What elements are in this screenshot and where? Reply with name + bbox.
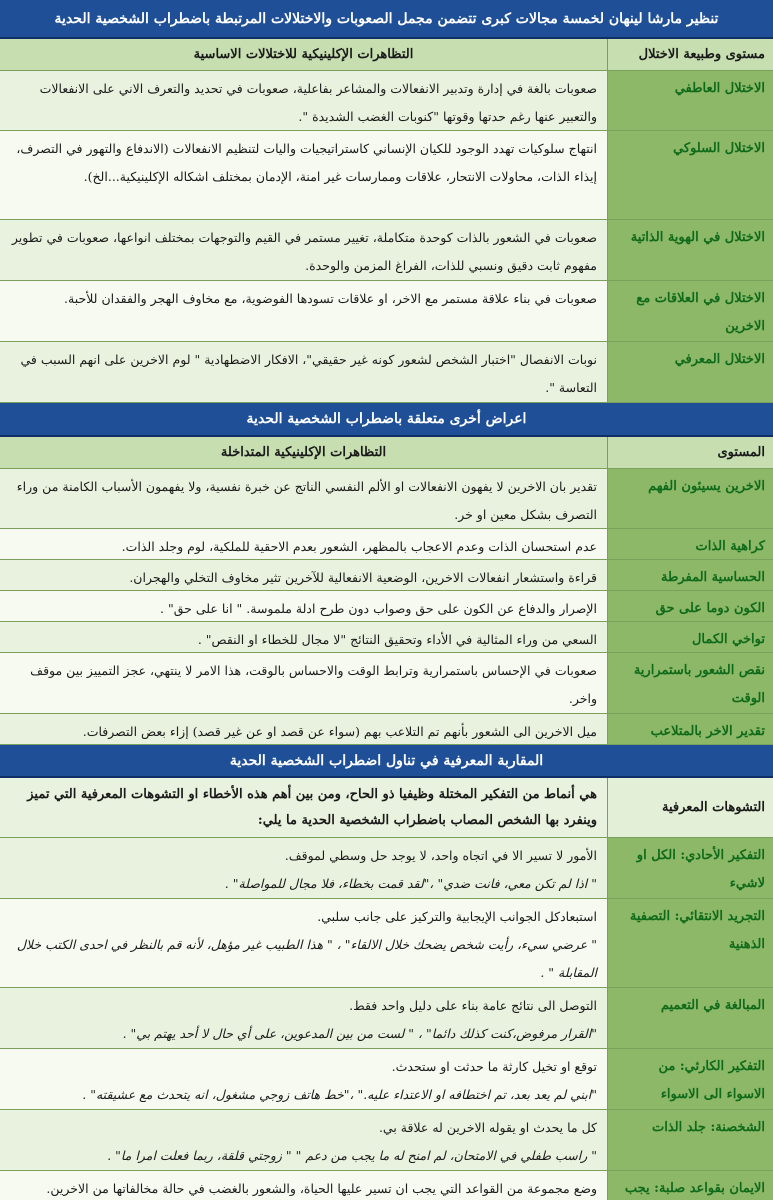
row-text bbox=[0, 1049, 608, 1109]
row-text: نوبات الانفصال "اختبار الشخص لشعور كونه غير حقيقي"، الافكار الاضطهادية " لوم الاخرين على انهم السبب في التعاسة ". bbox=[0, 342, 608, 402]
row-text: صعوبات في الإحساس باستمرارية وترابط الوقت والاحساس بالوقت، هذا الامر لا ينتهي، عجز التمييز بين موقف واخر. bbox=[0, 653, 608, 713]
section3-col-level: التشوهات المعرفية bbox=[608, 778, 773, 837]
row-text: ميل الاخرين الى الشعور بأنهم تم التلاعب بهم (سواء عن قصد او عن غير قصد) إزاء بعض التصرفات. bbox=[0, 714, 608, 744]
row-label: كراهية الذات bbox=[608, 529, 773, 559]
table-row bbox=[0, 560, 773, 591]
row-label: الشخصنة: جلد الذات bbox=[608, 1110, 773, 1170]
table-row bbox=[0, 622, 773, 653]
section1-col-level: مستوى وطبيعة الاختلال bbox=[608, 39, 773, 70]
row-text: صعوبات في بناء علاقة مستمر مع الاخر، او علاقات تسودها الفوضوية، مع مخاوف الهجر والفقدان للأحبة. bbox=[0, 281, 608, 341]
row-statement: توقع او تخيل كارثة ما حدثت او ستحدث. bbox=[391, 1059, 597, 1074]
table-row bbox=[0, 342, 773, 403]
section3-header bbox=[0, 778, 773, 838]
row-quote: " عرضي سيء، رأيت شخص يضحك خلال الالقاء" ، " هذا الطبيب غير مؤهل، لأنه قم بالنظر في احدى الكتب خلال المقابلة " . bbox=[16, 937, 597, 980]
row-label: الكون دوما على حق bbox=[608, 591, 773, 621]
row-label: الاختلال المعرفي bbox=[608, 342, 773, 402]
section1-col-manifest: التظاهرات الإكلينيكية للاختلالات الاساسية bbox=[0, 39, 608, 70]
table-row bbox=[0, 653, 773, 714]
row-label: الحساسية المفرطة bbox=[608, 560, 773, 590]
row-text: السعي من وراء المثالية في الأداء وتحقيق النتائج "لا مجال للخطاء او النقص" . bbox=[0, 622, 608, 652]
row-text: صعوبات في الشعور بالذات كوحدة متكاملة، تغيير مستمر في القيم والتوجهات بمختلف انواعها، صعوبات في تطوير مفهوم ثابت دقيق ونسبي للذات، الفراغ المزمن والوحدة. bbox=[0, 220, 608, 280]
row-text: صعوبات بالغة في إدارة وتدبير الانفعالات والمشاعر بفاعلية، صعوبات في تحديد والتعرف الاني على الانفعالات والتعبير عنها رغم حدتها وقوتها "كنوبات الغضب الشديدة ". bbox=[0, 71, 608, 130]
table-row bbox=[0, 281, 773, 342]
table-row bbox=[0, 131, 773, 220]
table-row bbox=[0, 220, 773, 281]
row-quote: " راسب طفلي في الامتحان، لم امنح له ما يجب من دعم " " زوجتي قلقة، ربما فعلت امرا ما" . bbox=[107, 1148, 597, 1163]
row-text bbox=[0, 988, 608, 1048]
section1-title: تنظير مارشا لينهان لخمسة مجالات كبرى تتضمن مجمل الصعوبات والاختلالات المرتبطة باضطراب الشخصية الحدية bbox=[0, 0, 773, 39]
row-label: الاختلال العاطفي bbox=[608, 71, 773, 130]
row-label: الاخرين يسيئون الفهم bbox=[608, 469, 773, 528]
row-text: وضع مجموعة من القواعد التي يجب ان تسير عليها الحياة، والشعور بالغضب في حالة مخالفاتها من الاخرين. bbox=[0, 1171, 608, 1200]
section2-header bbox=[0, 437, 773, 469]
section3-title: المقاربة المعرفية في تناول اضطراب الشخصية الحدية bbox=[0, 745, 773, 778]
row-quote: " اذا لم تكن معي، فانت ضدي" ،"لقد قمت بخطاء، فلا مجال للمواصلة" . bbox=[224, 876, 597, 891]
row-statement: استبعادكل الجوانب الإيجابية والتركيز على جانب سلبي. bbox=[317, 909, 597, 924]
row-label: تواخي الكمال bbox=[608, 622, 773, 652]
row-label: الاختلال السلوكي bbox=[608, 131, 773, 219]
table-row bbox=[0, 838, 773, 899]
table-row bbox=[0, 1110, 773, 1171]
row-label: تقدير الاخر بالمتلاعب bbox=[608, 714, 773, 744]
row-label: الاختلال في العلاقات مع الاخرين bbox=[608, 281, 773, 341]
row-statement: الأمور لا تسير الا في اتجاه واحد، لا يوجد حل وسطي لموقف. bbox=[284, 848, 597, 863]
row-statement: كل ما يحدث او يقوله الاخرين له علاقة بي. bbox=[378, 1120, 597, 1135]
row-text bbox=[0, 838, 608, 898]
row-quote: "القرار مرفوض،كنت كذلك دائما" ، " لست من بين المدعوين، على أي حال لا أحد يهتم بي" . bbox=[122, 1026, 597, 1041]
row-label: الاختلال في الهوية الذاتية bbox=[608, 220, 773, 280]
row-label: المبالغة في التعميم bbox=[608, 988, 773, 1048]
row-text: انتهاج سلوكيات تهدد الوجود للكيان الإنساني كاستراتيجيات واليات لتنظيم الانفعالات (الاندفاع والتهور في التصرف، إيذاء الذات، محاولات الانتحار، علاقات وممارسات غير امنة، الإدمان بمختلف اشكاله الإكلينيكية...الخ). bbox=[0, 131, 608, 219]
row-statement: التوصل الى نتائج عامة بناء على دليل واحد فقط. bbox=[349, 998, 597, 1013]
row-label: نقص الشعور باستمرارية الوقت bbox=[608, 653, 773, 713]
row-label: التجريد الانتقائي: التصفية الذهنية bbox=[608, 899, 773, 987]
section2-title: اعراض أخرى متعلقة باضطراب الشخصية الحدية bbox=[0, 403, 773, 437]
table-row bbox=[0, 1049, 773, 1110]
row-label: التفكير الأحادي: الكل او لاشيء bbox=[608, 838, 773, 898]
section2-col-level: المستوى bbox=[608, 437, 773, 468]
table-row bbox=[0, 71, 773, 131]
section1-header bbox=[0, 39, 773, 71]
row-label: التفكير الكارثي: من الاسواء الى الاسواء bbox=[608, 1049, 773, 1109]
row-text bbox=[0, 899, 608, 987]
table-row bbox=[0, 1171, 773, 1200]
table-row bbox=[0, 469, 773, 529]
row-label: الايمان بقواعد صلبة: يجب bbox=[608, 1171, 773, 1200]
row-text: تقدير بان الاخرين لا يفهون الانفعالات او الألم النفسي الناتج عن خبرة نفسية، ولا يفهمون الأسباب الكامنة من وراء التصرف بشكل معين او خر. bbox=[0, 469, 608, 528]
table-row bbox=[0, 591, 773, 622]
section2-col-manifest: التظاهرات الإكلينيكية المتداخلة bbox=[0, 437, 608, 468]
row-text: الإصرار والدفاع عن الكون على حق وصواب دون طرح ادلة ملموسة. " انا على حق" . bbox=[0, 591, 608, 621]
row-quote: "ابني لم يعد بعد، تم اختطافه او الاعتداء عليه." ،"خط هاتف زوجي مشغول، انه يتحدث مع عشيقته" . bbox=[82, 1087, 597, 1102]
section3-intro: هي أنماط من التفكير المختلة وظيفيا ذو الحاح، ومن بين أهم هذه الأخطاء او التشوهات المعرفية التي تميز وينفرد بها الشخص المصاب باضطراب الشخصية الحدية ما يلي: bbox=[0, 778, 608, 837]
row-text bbox=[0, 1110, 608, 1170]
table-row bbox=[0, 714, 773, 745]
table-row bbox=[0, 988, 773, 1049]
table-row bbox=[0, 899, 773, 988]
row-text: قراءة واستشعار انفعالات الاخرين، الوضعية الانفعالية للآخرين تثير مخاوف التخلي والهجران. bbox=[0, 560, 608, 590]
row-text: عدم استحسان الذات وعدم الاعجاب بالمظهر، الشعور بعدم الاحقية للملكية، لوم وجلد الذات. bbox=[0, 529, 608, 559]
table-row bbox=[0, 529, 773, 560]
